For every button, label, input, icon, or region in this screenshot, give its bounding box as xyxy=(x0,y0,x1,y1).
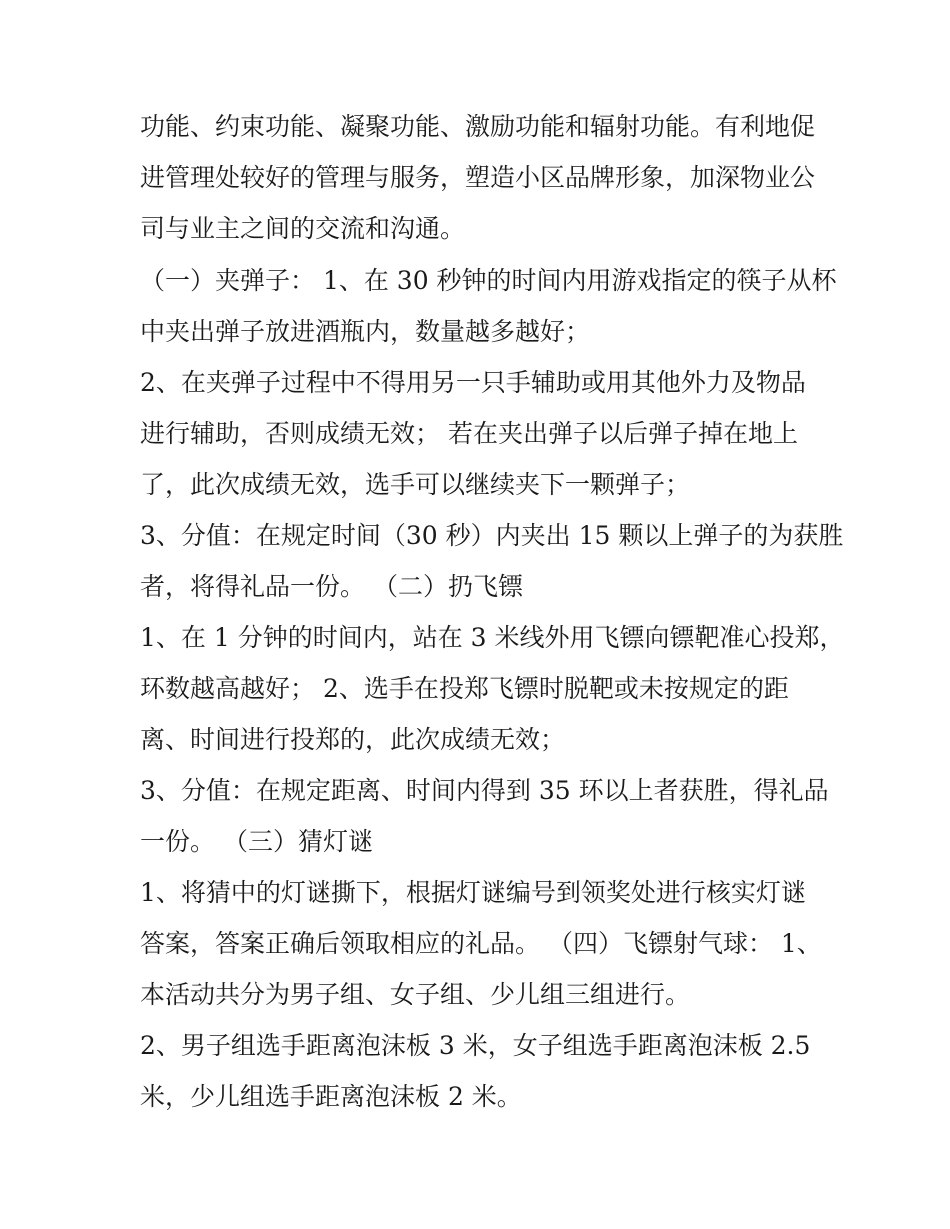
text-line: 一份。 （三）猜灯谜 xyxy=(140,827,373,856)
text-line: 司与业主之间的交流和沟通。 xyxy=(140,214,466,243)
text-line: 3、分值：在规定时间（30 秒）内夹出 15 颗以上弹子的为获胜 xyxy=(140,521,844,550)
text-line: 1、将猜中的灯谜撕下，根据灯谜编号到领奖处进行核实灯谜 xyxy=(140,878,806,907)
text-line: 米，少儿组选手距离泡沫板 2 米。 xyxy=(140,1082,522,1111)
text-line: 环数越高越好； 2、选手在投郑飞镖时脱靶或未按规定的距 xyxy=(140,674,789,703)
text-line: 者，将得礼品一份。 （二）扔飞镖 xyxy=(140,572,523,601)
text-line: 2、男子组选手距离泡沫板 3 米，女子组选手距离泡沫板 2.5 xyxy=(140,1031,811,1060)
text-line: 进管理处较好的管理与服务，塑造小区品牌形象，加深物业公 xyxy=(140,163,816,192)
text-line: 2、在夹弹子过程中不得用另一只手辅助或用其他外力及物品 xyxy=(140,368,806,397)
text-line: 3、分值：在规定距离、时间内得到 35 环以上者获胜，得礼品 xyxy=(140,776,829,805)
text-line: 离、时间进行投郑的，此次成绩无效； xyxy=(140,725,566,754)
text-line: 1、在 1 分钟的时间内，站在 3 米线外用飞镖向镖靶准心投郑， xyxy=(140,623,845,652)
text-line: 进行辅助，否则成绩无效； 若在夹出弹子以后弹子掉在地上 xyxy=(140,419,798,448)
text-line: 了，此次成绩无效，选手可以继续夹下一颗弹子； xyxy=(140,470,691,499)
text-line: （一）夹弹子： 1、在 30 秒钟的时间内用游戏指定的筷子从杯 xyxy=(140,266,837,295)
text-line: 答案，答案正确后领取相应的礼品。 （四）飞镖射气球： 1、 xyxy=(140,929,822,958)
text-line: 本活动共分为男子组、女子组、少儿组三组进行。 xyxy=(140,980,691,1009)
text-line: 中夹出弹子放进酒瓶内，数量越多越好； xyxy=(140,317,591,346)
text-line: 功能、约束功能、凝聚功能、激励功能和辐射功能。有利地促 xyxy=(140,112,816,141)
